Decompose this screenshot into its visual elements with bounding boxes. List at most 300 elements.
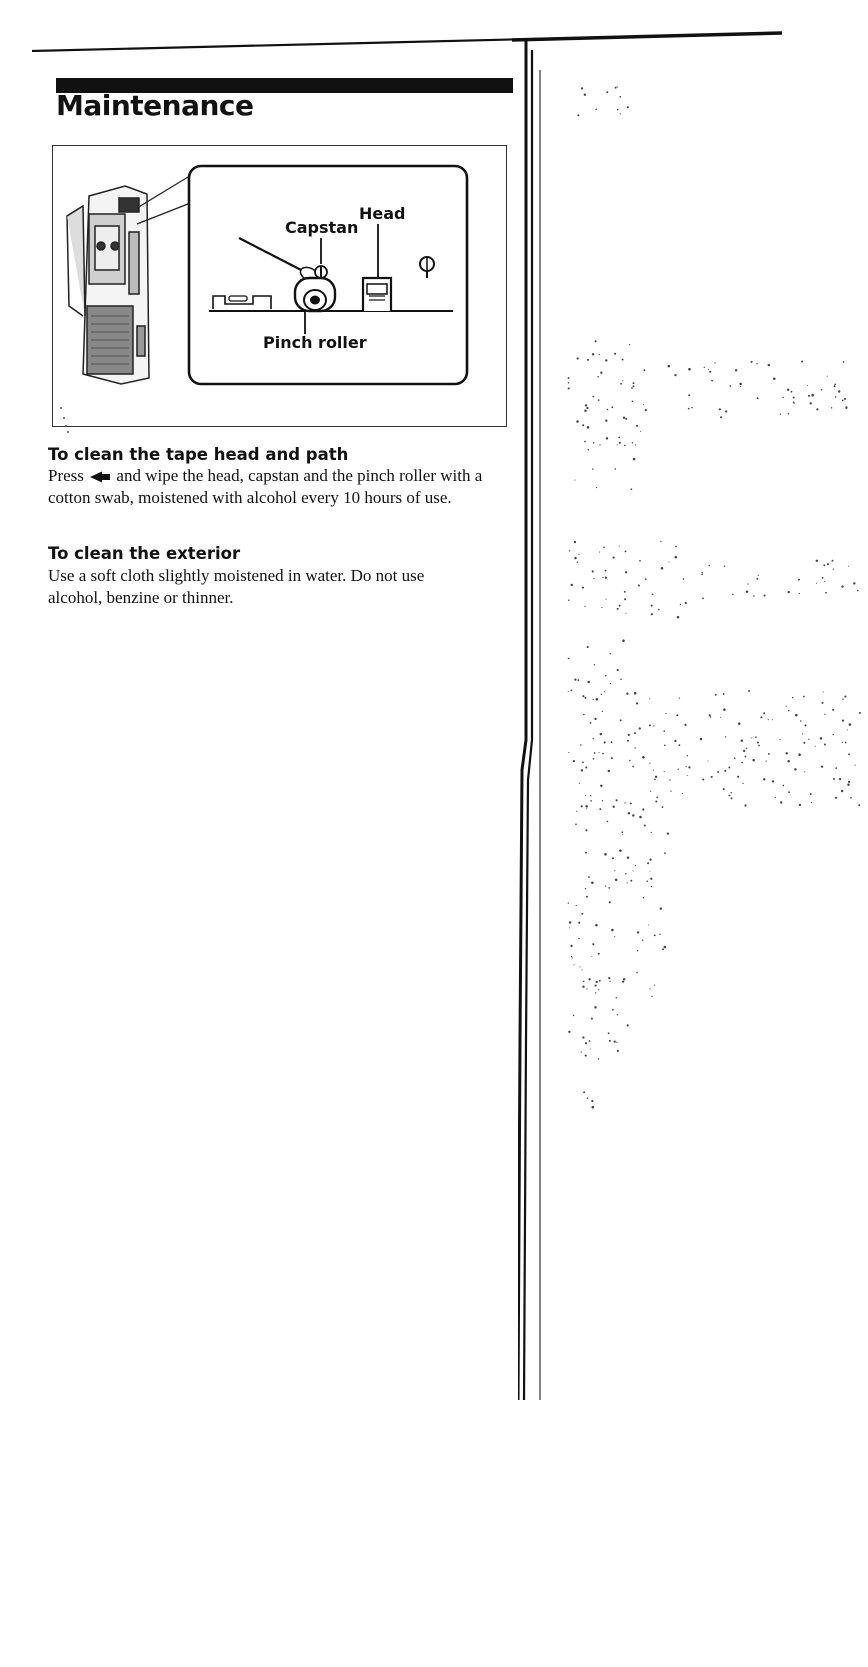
noise-speck: [628, 734, 630, 736]
noise-speck: [711, 380, 713, 382]
noise-speck: [757, 741, 759, 743]
noise-speck: [568, 752, 569, 753]
noise-speck: [587, 359, 589, 361]
noise-speck: [757, 397, 759, 399]
noise-speck: [582, 695, 584, 697]
noise-speck: [617, 1050, 619, 1052]
noise-speck: [612, 1009, 614, 1011]
noise-speck: [616, 799, 618, 801]
noise-speck: [627, 857, 629, 859]
noise-speck: [648, 924, 649, 925]
noise-speck: [602, 577, 603, 578]
noise-speck: [655, 801, 657, 803]
noise-speck: [600, 785, 602, 787]
noise-speck: [772, 719, 773, 720]
noise-speck: [568, 902, 569, 903]
noise-speck: [763, 712, 765, 714]
noise-speck: [579, 966, 580, 967]
noise-speck: [586, 988, 587, 989]
noise-speck: [598, 1058, 600, 1060]
noise-speck: [643, 897, 644, 898]
noise-speck: [616, 997, 618, 999]
noise-speck: [604, 741, 606, 743]
noise-speck: [827, 563, 829, 565]
noise-speck: [606, 437, 608, 439]
noise-speck: [653, 725, 654, 726]
noise-speck: [627, 882, 628, 883]
noise-speck: [578, 554, 579, 555]
noise-speck: [669, 779, 670, 780]
noise-speck: [594, 752, 596, 754]
noise-speck: [625, 418, 627, 420]
noise-speck: [593, 699, 594, 700]
rewind-arrow-icon: [88, 471, 112, 483]
noise-speck: [859, 712, 861, 714]
noise-speck: [581, 1051, 582, 1052]
noise-speck: [735, 369, 737, 371]
section-body-exterior: Use a soft cloth slightly moistened in water. Do not use alcohol, benzine or thinner.: [48, 566, 425, 607]
noise-speck: [709, 371, 711, 373]
noise-speck: [647, 862, 649, 864]
noise-speck: [824, 714, 825, 715]
noise-speck: [568, 382, 569, 383]
noise-speck: [651, 613, 653, 615]
noise-speck: [720, 416, 722, 418]
noise-speck: [816, 408, 818, 410]
noise-speck: [622, 980, 624, 982]
noise-speck: [578, 922, 580, 924]
noise-speck: [702, 597, 704, 599]
noise-speck: [645, 578, 647, 580]
noise-speck: [729, 385, 731, 387]
noise-speck: [591, 882, 594, 885]
noise-speck: [643, 404, 644, 405]
noise-speck: [615, 879, 618, 882]
noise-speck: [582, 424, 584, 426]
noise-speck: [614, 936, 615, 937]
noise-speck: [587, 646, 589, 648]
noise-speck: [839, 778, 841, 780]
noise-speck: [581, 913, 583, 915]
noise-speck: [640, 431, 641, 432]
noise-speck: [832, 709, 834, 711]
noise-speck: [639, 816, 642, 819]
noise-speck: [704, 367, 705, 368]
noise-speck: [768, 364, 770, 366]
noise-speck: [842, 742, 843, 743]
noise-speck: [619, 546, 620, 547]
noise-speck: [723, 708, 726, 711]
noise-speck: [582, 587, 584, 589]
noise-speck: [662, 948, 664, 950]
noise-speck: [665, 713, 666, 714]
noise-speck: [758, 745, 760, 747]
noise-speck: [597, 376, 599, 378]
noise-speck: [834, 385, 836, 387]
noise-speck: [624, 445, 626, 447]
noise-speck: [599, 980, 601, 982]
noise-speck: [624, 591, 626, 593]
noise-speck: [663, 730, 665, 732]
noise-speck: [592, 353, 594, 355]
noise-speck: [823, 564, 825, 566]
noise-speck: [604, 853, 607, 856]
noise-speck: [568, 377, 570, 379]
noise-speck: [675, 556, 678, 559]
noise-speck: [634, 747, 635, 748]
noise-speck: [793, 397, 795, 399]
noise-speck: [628, 812, 630, 814]
noise-speck: [575, 823, 577, 825]
noise-speck: [668, 561, 669, 562]
noise-speck: [842, 400, 844, 402]
noise-speck: [643, 369, 645, 371]
noise-speck: [701, 574, 703, 576]
noise-speck: [573, 760, 575, 762]
noise-speck: [637, 950, 638, 951]
noise-speck: [577, 357, 579, 359]
noise-speck: [642, 808, 644, 810]
noise-speck: [751, 737, 752, 738]
noise-speck: [587, 681, 590, 684]
noise-speck: [788, 591, 790, 593]
noise-speck: [602, 753, 604, 755]
noise-speck: [568, 1031, 570, 1033]
noise-speck: [815, 746, 816, 747]
noise-speck: [582, 1036, 584, 1038]
noise-speck: [731, 797, 733, 799]
noise-speck: [605, 885, 606, 886]
noise-speck: [590, 795, 591, 796]
noise-speck: [688, 766, 690, 768]
noise-speck: [732, 594, 733, 595]
noise-speck: [574, 557, 576, 559]
noise-speck: [742, 783, 743, 784]
noise-speck: [764, 595, 766, 597]
noise-speck: [738, 722, 741, 725]
noise-speck: [620, 719, 622, 721]
noise-speck: [631, 488, 633, 490]
noise-speck: [827, 376, 828, 377]
noise-speck: [596, 981, 598, 983]
noise-speck: [592, 1106, 595, 1109]
body-rest-text: with a cotton swab, moistened with alcohol every 10 hours of use.: [48, 466, 483, 507]
noise-speck: [611, 929, 614, 932]
noise-speck: [688, 368, 691, 371]
noise-speck: [594, 664, 595, 665]
noise-speck: [617, 109, 619, 111]
noise-speck: [734, 757, 736, 759]
noise-speck: [766, 760, 767, 761]
noise-speck: [585, 1055, 587, 1057]
noise-speck: [780, 414, 781, 415]
noise-speck: [627, 106, 629, 108]
noise-speck: [847, 729, 848, 730]
noise-speck: [588, 449, 589, 450]
noise-speck: [855, 765, 856, 766]
noise-speck: [848, 566, 849, 567]
noise-speck: [613, 557, 615, 559]
noise-speck: [832, 560, 834, 562]
noise-speck: [763, 778, 765, 780]
noise-speck: [637, 931, 639, 933]
noise-speck: [592, 943, 594, 945]
noise-speck: [834, 384, 836, 386]
noise-speck: [841, 585, 843, 587]
scan-specks: [56, 402, 76, 436]
noise-speck: [583, 714, 585, 716]
noise-speck: [833, 734, 834, 735]
noise-speck: [835, 767, 837, 769]
noise-speck: [568, 658, 570, 660]
noise-speck: [660, 907, 662, 909]
noise-speck: [614, 870, 615, 871]
noise-speck: [590, 800, 592, 802]
noise-speck: [591, 956, 592, 957]
noise-speck: [686, 766, 687, 767]
noise-speck: [601, 694, 602, 695]
noise-speck: [615, 87, 617, 89]
noise-speck: [651, 832, 652, 833]
noise-speck: [857, 590, 858, 591]
section-body-tape-head: [48, 465, 518, 508]
noise-speck: [579, 783, 580, 784]
noise-speck: [821, 389, 823, 391]
noise-speck: [580, 744, 581, 745]
noise-speck: [847, 784, 849, 786]
noise-speck: [608, 977, 610, 979]
noise-speck: [607, 409, 609, 411]
noise-speck: [651, 605, 653, 607]
noise-speck: [745, 756, 747, 758]
noise-speck: [619, 605, 621, 607]
noise-speck: [593, 738, 594, 739]
noise-speck: [824, 581, 825, 582]
recorder-device: [67, 186, 149, 384]
noise-speck: [811, 802, 812, 803]
noise-speck: [787, 389, 789, 391]
noise-speck: [822, 577, 824, 579]
noise-speck: [578, 938, 580, 940]
noise-speck: [676, 714, 678, 716]
noise-speck: [578, 679, 580, 681]
noise-speck: [632, 814, 634, 816]
noise-speck: [584, 697, 586, 699]
noise-speck: [608, 1032, 610, 1034]
noise-speck: [661, 567, 664, 570]
noise-speck: [682, 793, 683, 794]
noise-speck: [605, 570, 607, 572]
noise-speck: [613, 806, 615, 808]
noise-speck: [799, 593, 800, 594]
noise-speck: [651, 886, 652, 887]
noise-speck: [602, 711, 603, 712]
noise-speck: [632, 400, 634, 402]
noise-speck: [821, 702, 823, 704]
noise-speck: [808, 395, 810, 397]
noise-speck: [724, 770, 726, 772]
noise-speck: [654, 985, 655, 986]
noise-speck: [720, 717, 721, 718]
noise-speck: [599, 552, 600, 553]
noise-speck: [798, 753, 801, 756]
noise-speck: [582, 986, 584, 988]
noise-speck: [664, 771, 665, 772]
noise-speck: [606, 91, 608, 93]
noise-speck: [599, 354, 600, 355]
pinch-roller-label: Pinch roller: [263, 333, 367, 352]
noise-speck: [756, 363, 758, 365]
noise-speck: [609, 981, 610, 982]
noise-speck: [616, 1042, 617, 1043]
noise-speck: [584, 409, 586, 411]
noise-speck: [601, 607, 602, 608]
noise-speck: [568, 387, 570, 389]
noise-speck: [617, 608, 619, 610]
noise-speck: [585, 829, 587, 831]
noise-speck: [843, 361, 845, 363]
noise-speck: [664, 852, 666, 854]
noise-speck: [635, 444, 636, 445]
noise-speck: [632, 442, 633, 443]
noise-speck: [752, 759, 755, 762]
noise-speck: [595, 340, 597, 342]
noise-speck: [627, 1024, 629, 1026]
noise-speck: [639, 560, 641, 562]
noise-speck: [816, 560, 818, 562]
noise-speck: [700, 738, 702, 740]
noise-speck: [634, 692, 637, 695]
noise-speck: [675, 546, 677, 548]
noise-speck: [775, 797, 776, 798]
noise-speck: [646, 880, 648, 882]
noise-speck: [636, 702, 638, 704]
noise-speck: [808, 739, 809, 740]
noise-speck: [594, 718, 596, 720]
noise-speck: [611, 757, 613, 759]
noise-speck: [590, 722, 592, 724]
noise-speck: [632, 870, 633, 871]
noise-speck: [625, 873, 626, 874]
noise-speck: [585, 795, 586, 796]
noise-speck: [823, 691, 824, 692]
noise-speck: [600, 372, 602, 374]
noise-speck: [649, 724, 651, 726]
noise-speck: [803, 696, 805, 698]
noise-speck: [786, 706, 787, 707]
noise-speck: [728, 767, 730, 769]
noise-speck: [688, 394, 690, 396]
noise-speck: [710, 716, 711, 717]
noise-speck: [842, 719, 844, 721]
noise-speck: [816, 583, 817, 584]
noise-speck: [595, 992, 596, 993]
section-heading-tape-head: To clean the tape head and path: [48, 445, 349, 464]
noise-speck: [611, 741, 613, 743]
noise-speck: [758, 575, 759, 576]
noise-speck: [592, 468, 593, 469]
noise-speck: [631, 387, 633, 389]
noise-speck: [810, 793, 812, 795]
noise-speck: [659, 934, 660, 935]
noise-speck: [585, 805, 588, 808]
noise-speck: [679, 744, 681, 746]
noise-speck: [585, 766, 587, 768]
noise-speck: [844, 398, 846, 400]
noise-speck: [708, 760, 709, 761]
noise-speck: [680, 604, 681, 605]
noise-speck: [858, 804, 860, 806]
noise-speck: [608, 887, 610, 889]
noise-speck: [617, 669, 619, 671]
noise-speck: [728, 795, 730, 797]
noise-speck: [709, 714, 711, 716]
noise-speck: [617, 86, 618, 87]
noise-speck: [636, 972, 638, 974]
noise-speck: [649, 763, 650, 764]
noise-speck: [824, 744, 826, 746]
noise-speck: [853, 582, 855, 584]
maintenance-illustration: [52, 145, 507, 427]
noise-speck: [618, 436, 620, 438]
noise-speck: [621, 831, 623, 833]
noise-speck: [835, 797, 837, 799]
noise-speck: [587, 1097, 589, 1099]
noise-speck: [844, 696, 846, 698]
noise-speck: [785, 752, 787, 754]
noise-speck: [625, 571, 627, 573]
noise-speck: [725, 410, 727, 412]
noise-speck: [741, 739, 743, 741]
noise-speck: [683, 578, 685, 580]
noise-speck: [574, 480, 575, 481]
illustration-drawing: [53, 146, 508, 428]
noise-speck: [801, 360, 803, 362]
noise-speck: [795, 714, 798, 717]
noise-speck: [570, 945, 572, 947]
noise-speck: [768, 719, 769, 720]
noise-speck: [574, 678, 576, 680]
noise-speck: [594, 1006, 596, 1008]
noise-speck: [572, 957, 573, 958]
noise-speck: [584, 441, 586, 443]
noise-speck: [592, 570, 594, 572]
noise-speck: [794, 768, 796, 770]
noise-speck: [845, 407, 847, 409]
noise-speck: [723, 788, 725, 790]
noise-speck: [739, 383, 742, 386]
noise-speck: [615, 468, 617, 470]
noise-speck: [652, 593, 654, 595]
noise-speck: [715, 694, 717, 696]
noise-speck: [581, 969, 582, 970]
noise-speck: [667, 832, 669, 834]
noise-speck: [655, 776, 657, 778]
noise-speck: [619, 442, 621, 444]
noise-speck: [608, 770, 610, 772]
noise-speck: [800, 720, 801, 721]
noise-speck: [584, 93, 586, 95]
noise-speck: [788, 413, 790, 415]
scan-noise: [548, 40, 868, 1640]
noise-speck: [590, 1048, 591, 1049]
noise-speck: [741, 762, 743, 764]
noise-speck: [626, 613, 627, 614]
noise-speck: [625, 550, 627, 552]
noise-speck: [787, 760, 790, 763]
noise-speck: [747, 583, 748, 584]
noise-speck: [583, 1091, 585, 1093]
